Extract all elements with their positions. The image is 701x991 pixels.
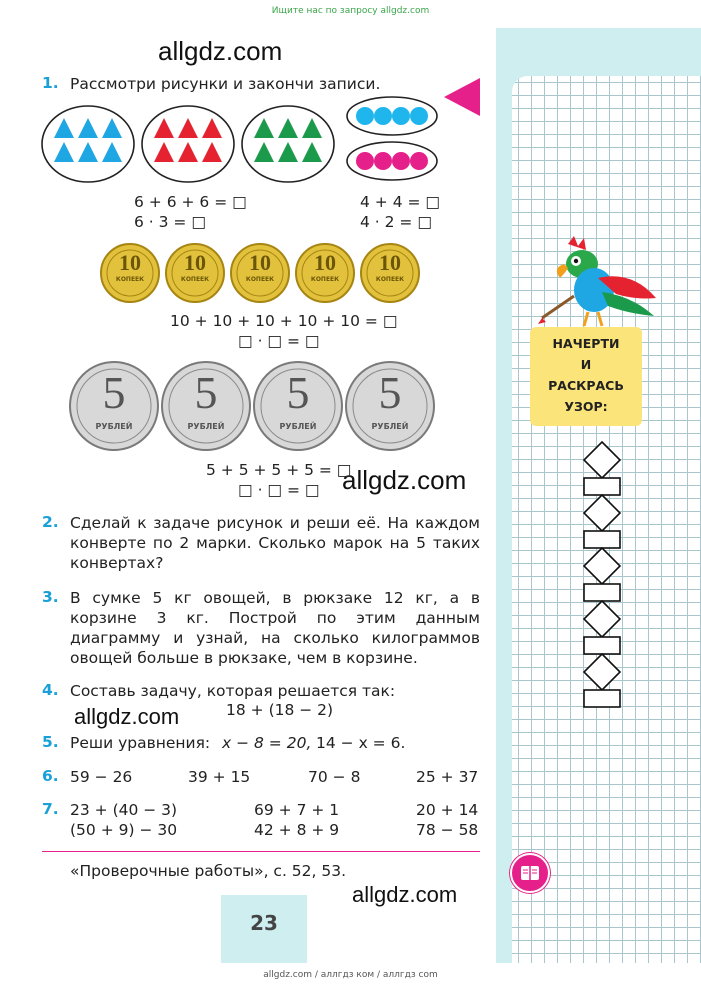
expression: 69 + 7 + 1 [254, 801, 340, 819]
coin-unit: РУБЛЕЙ [371, 422, 409, 431]
watermark-3: allgdz.com [74, 704, 180, 729]
triangle-groups-figure [40, 104, 340, 186]
coin-labels-10 [96, 250, 426, 290]
equation: 14 − x = 6. [316, 734, 406, 752]
page-number: 23 [250, 911, 278, 935]
watermark-2: allgdz.com [342, 465, 467, 495]
task-number: 1. [42, 74, 59, 92]
note-line: НАЧЕРТИ [552, 336, 620, 351]
expression: □ · □ = □ [238, 481, 320, 499]
coin-value: 10 [184, 250, 206, 275]
expression: 39 + 15 [188, 768, 251, 786]
task-text: Рассмотри рисунки и закончи записи. [70, 75, 381, 93]
top-link[interactable]: Ищите нас по запросу allgdz.com [271, 6, 430, 16]
task-number: 5. [42, 733, 59, 751]
coin-unit: КОПЕЕК [180, 276, 210, 283]
expression: 10 + 10 + 10 + 10 + 10 = □ [170, 312, 398, 330]
pattern-figure [580, 440, 624, 724]
coin-unit: КОПЕЕК [115, 276, 145, 283]
expression: 4 · 2 = □ [360, 213, 432, 231]
task-text: Сделай к задаче рисунок и реши её. На каждом конверте по 2 марки. Сколько марок на 5 таких конвертах? [70, 514, 480, 572]
expression: 70 − 8 [308, 768, 361, 786]
coin-unit: КОПЕЕК [310, 276, 340, 283]
coin-value: 10 [119, 250, 141, 275]
note-line: И [580, 357, 592, 372]
task-number: 3. [42, 588, 59, 606]
coin-unit: КОПЕЕК [245, 276, 275, 283]
expression: 6 + 6 + 6 = □ [134, 193, 247, 211]
divider [42, 851, 480, 852]
expression: 42 + 8 + 9 [254, 821, 340, 839]
task-number: 6. [42, 767, 59, 785]
coin-unit: РУБЛЕЙ [95, 422, 133, 431]
task-number: 7. [42, 800, 59, 818]
task-text: Составь задачу, которая решается так: [70, 682, 396, 700]
note-line: РАСКРАСЬ [548, 378, 624, 393]
coin-unit: КОПЕЕК [375, 276, 405, 283]
expression: 5 + 5 + 5 + 5 = □ [206, 461, 352, 479]
equation: x − 8 = 20, [222, 734, 312, 752]
reference-text: «Проверочные работы», с. 52, 53. [70, 862, 347, 880]
task-number: 2. [42, 513, 59, 531]
parrot-artist-icon [538, 234, 660, 330]
expression: 25 + 37 [416, 768, 479, 786]
task-number: 4. [42, 681, 59, 699]
expression: □ · □ = □ [238, 332, 320, 350]
expression: (50 + 9) − 30 [70, 821, 178, 839]
note-line: УЗОР: [564, 399, 608, 414]
expression: 20 + 14 [416, 801, 479, 819]
coin-unit: РУБЛЕЙ [187, 422, 225, 431]
coin-value: 5 [194, 367, 218, 418]
expression: 6 · 3 = □ [134, 213, 206, 231]
watermark-4: allgdz.com [352, 882, 458, 907]
watermark-1: allgdz.com [158, 36, 283, 66]
footer-link[interactable]: allgdz.com / аллгдз ком / аллгдз com [263, 970, 438, 980]
expression: 59 − 26 [70, 768, 133, 786]
coin-labels-5 [68, 366, 436, 446]
coin-value: 5 [378, 367, 402, 418]
dot-groups-figure [344, 95, 440, 187]
coin-value: 10 [249, 250, 271, 275]
expression: 18 + (18 − 2) [226, 701, 334, 719]
coin-value: 5 [286, 367, 310, 418]
expression: 23 + (40 − 3) [70, 801, 178, 819]
task-text: Реши уравнения: [70, 734, 211, 752]
coin-value: 10 [379, 250, 401, 275]
expression: 4 + 4 = □ [360, 193, 441, 211]
coin-value: 10 [314, 250, 336, 275]
instruction-note [530, 327, 642, 426]
coin-value: 5 [102, 367, 126, 418]
expression: 78 − 58 [416, 821, 479, 839]
coin-unit: РУБЛЕЙ [279, 422, 317, 431]
task-text: В сумке 5 кг овощей, в рюкзаке 12 кг, а в корзине 3 кг. Построй по этим данным диаграмму и узнай, на сколько килограммов овощей больше в рюкзаке, чем в корзине. [70, 589, 480, 667]
book-icon[interactable] [510, 853, 550, 893]
